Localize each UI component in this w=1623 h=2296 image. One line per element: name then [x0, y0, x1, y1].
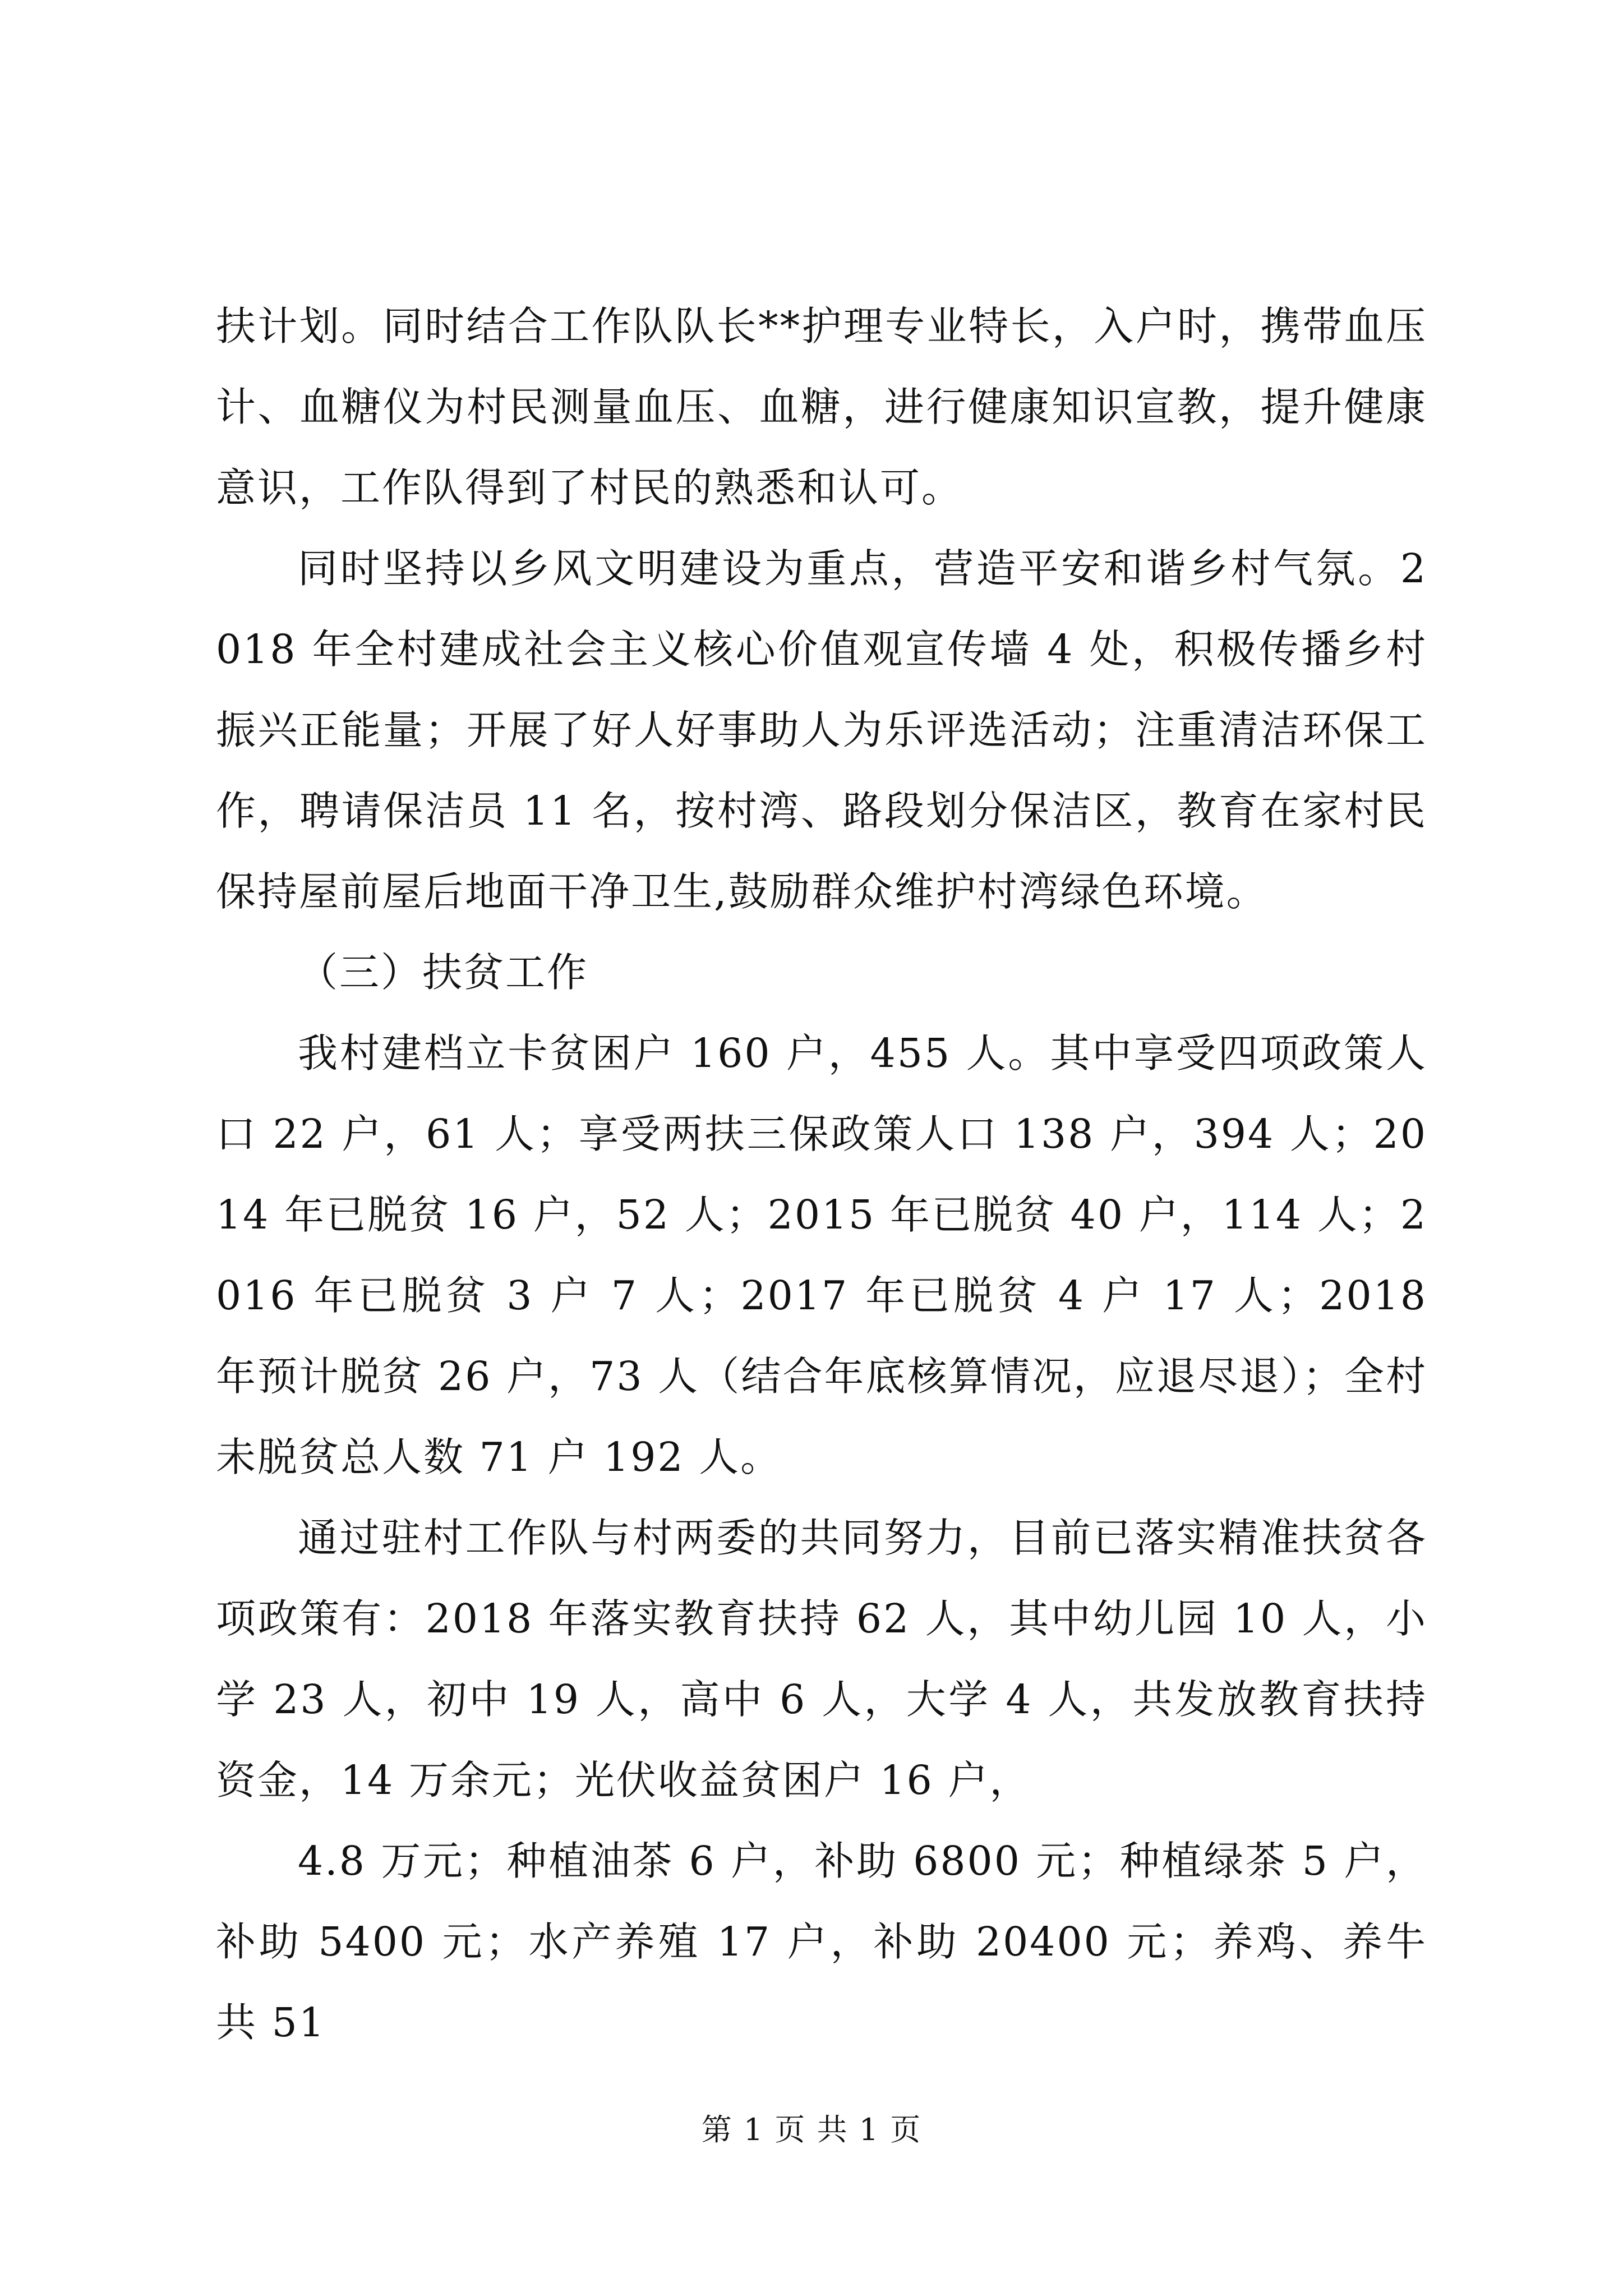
paragraph-rural-civilization: 同时坚持以乡风文明建设为重点，营造平安和谐乡村气氛。2018 年全村建成社会主义核心价值观宣传墙 4 处，积极传播乡村振兴正能量；开展了好人好事助人为乐评选活动；注重清洁环保工作，聘请保洁员 11 名，按村湾、路段划分保洁区，教育在家村民保持屋前屋后地面干净卫生,鼓励群众维护村湾绿色环境。: [216, 545, 1427, 915]
page-footer: 第 1 页 共 1 页: [701, 2112, 922, 2147]
paragraph-health-service: 扶计划。同时结合工作队队长**护理专业特长，入户时，携带血压计、血糖仪为村民测量血压、血糖，进行健康知识宣教，提升健康意识，工作队得到了村民的熟悉和认可。: [216, 303, 1427, 511]
document-body: [216, 286, 1427, 2063]
paragraph-subsidies: 4.8 万元；种植油茶 6 户，补助 6800 元；种植绿茶 5 户，补助 5400 元；水产养殖 17 户，补助 20400 元；养鸡、养牛共 51: [216, 1838, 1427, 2046]
paragraph-poverty-statistics: 我村建档立卡贫困户 160 户，455 人。其中享受四项政策人口 22 户，61 人；享受两扶三保政策人口 138 户，394 人；2014 年已脱贫 16 户，52 人；2015 年已脱贫 40 户，114 人；2016 年已脱贫 3 户 7 人；2017 年已脱贫 4 户 17 人；2018 年预计脱贫 26 户，73 人（结合年底核算情况，应退尽退）；全村未脱贫总人数 71 户 192 人。: [216, 1030, 1427, 1480]
section-heading-poverty-alleviation: （三）扶贫工作: [298, 949, 589, 996]
paragraph-policy-implementation: 通过驻村工作队与村两委的共同努力，目前已落实精准扶贫各项政策有：2018 年落实教育扶持 62 人，其中幼儿园 10 人，小学 23 人，初中 19 人，高中 6 人，大学 4 人，共发放教育扶持资金，14 万余元；光伏收益贫困户 16 户，: [216, 1515, 1427, 1803]
